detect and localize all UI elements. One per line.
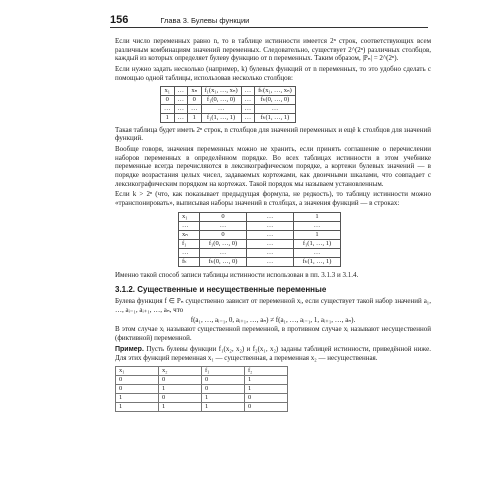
table-cell: x₂ (159, 367, 202, 376)
table-cell: fₖ(0, …, 0) (255, 95, 296, 104)
table-row (116, 385, 288, 394)
table-cell: fₖ(0, …, 0) (200, 257, 247, 266)
table-cell: … (241, 86, 255, 95)
table-cell: … (241, 113, 255, 122)
table-row (161, 104, 296, 113)
table-cell: 0 (188, 95, 202, 104)
table-cell: … (241, 104, 255, 113)
table-cell: fₖ (179, 257, 200, 266)
table-cell: … (247, 212, 294, 221)
paragraph-6: Именно такой способ записи таблицы истинности использован в пп. 3.1.3 и 3.1.4. (115, 270, 359, 279)
table-row (116, 394, 288, 403)
table-cell: … (255, 104, 296, 113)
example-label: Пример. (115, 345, 144, 353)
paragraph-4: Вообще говоря, значения переменных можно не хранить, если принять соглашение о перечислении наборов переменных в определённом порядке. Во всех таблицах истинности в этом учебнике переменные всегда перечисляются в лексикографическом порядке, а кортежи булевых значений — в порядке возрастания целых чисел, задаваемых кортежами, как двоичными шкалами, что совпадает с лексикографическим порядком на кортежах. Такой порядок мы называем установленным. (115, 144, 431, 188)
table-cell: 1 (161, 113, 175, 122)
table-cell: … (174, 86, 188, 95)
table-cell: xₙ (179, 230, 200, 239)
table-cell: fₖ(1, …, 1) (255, 113, 296, 122)
paragraph-3: Такая таблица будет иметь 2ⁿ строк, n столбцов для значений переменных и ещё k столбцов для значений функций. (115, 125, 431, 143)
table-cell: 1 (294, 212, 341, 221)
table-cell: f₁(1, …, 1) (201, 113, 241, 122)
table-cell: 1 (159, 403, 202, 412)
table-row (179, 248, 341, 257)
table-row (179, 212, 341, 221)
table-cell: … (174, 104, 188, 113)
table-row (116, 367, 288, 376)
table-cell: … (294, 248, 341, 257)
table-cell: 0 (202, 385, 245, 394)
table-cell: 0 (116, 385, 159, 394)
truth-table-transposed (178, 212, 341, 267)
table-row (179, 230, 341, 239)
table-cell: … (174, 95, 188, 104)
table-cell: … (179, 221, 200, 230)
table-cell: … (179, 248, 200, 257)
paragraph-2: Если нужно задать несколько (например, k) булевых функций от n переменных, то это удобно сделать с помощью одной таблицы, использовав несколько столбцов: (115, 65, 431, 82)
page-number: 156 (110, 14, 129, 26)
table-cell: … (247, 221, 294, 230)
table-cell: 1 (202, 394, 245, 403)
table-row (116, 403, 288, 412)
table-cell: 0 (202, 376, 245, 385)
table-cell: … (200, 221, 247, 230)
table-cell: … (247, 248, 294, 257)
table-cell: 1 (116, 394, 159, 403)
table-row (179, 257, 341, 266)
chapter-title: Глава 3. Булевы функции (160, 16, 250, 25)
table-row (161, 113, 296, 122)
table-cell: f₁(0, …, 0) (200, 239, 247, 248)
table-cell: 1 (245, 376, 288, 385)
table-cell: 1 (202, 403, 245, 412)
table-cell: f₁(1, …, 1) (294, 239, 341, 248)
table-cell: x₁ (116, 367, 159, 376)
paragraph-7: Булева функция f ∈ Pₙ существенно зависит от переменной xᵢ, если существует такой набор значений a₁, …, aᵢ₋₁, aᵢ₊₁, …, aₙ, что (115, 297, 431, 314)
table-cell: fₖ(x₁, …, xₙ) (255, 86, 296, 95)
table-cell: 0 (245, 403, 288, 412)
table-row (116, 376, 288, 385)
table-cell: … (247, 230, 294, 239)
table-row (179, 221, 341, 230)
table-cell: 1 (294, 230, 341, 239)
table-cell: 1 (116, 403, 159, 412)
table-cell: f₁(x₁, …, xₙ) (201, 86, 241, 95)
table-cell: … (161, 104, 175, 113)
page-header (110, 14, 428, 28)
formula: f(a₁, …, aᵢ₋₁, 0, aᵢ₊₁, …, aₙ) ≠ f(a₁, …, aᵢ₋₁, 1, aᵢ₊₁, …, aₙ). (190, 315, 356, 324)
table-cell: … (174, 113, 188, 122)
table-cell: f₂ (245, 367, 288, 376)
table-cell: f₁ (202, 367, 245, 376)
example-paragraph (115, 345, 431, 363)
table-cell: 0 (200, 230, 247, 239)
table-cell: … (247, 257, 294, 266)
paragraph-8: В этом случае xᵢ называют существенной переменной, в противном случае xᵢ называют несущественной (фиктивной) переменной. (115, 325, 431, 343)
table-cell: … (200, 248, 247, 257)
section-title: 3.1.2. Существенные и несущественные переменные (115, 284, 327, 294)
table-cell: 1 (159, 385, 202, 394)
truth-table-multi (160, 86, 296, 123)
table-cell: 0 (200, 212, 247, 221)
table-row (179, 239, 341, 248)
table-cell: 1 (245, 385, 288, 394)
table-cell: xₙ (188, 86, 202, 95)
paragraph-1: Если число переменных равно n, то в таблице истинности имеется 2ⁿ строк, соответствующих всем различным комбинациям значений переменных. Следовательно, существует 2^(2ⁿ) различных столбцов, каждый из которых определяет булеву функцию от n переменных. Таким образом, |Pₙ| = 2^(2ⁿ). (115, 37, 431, 63)
table-cell: 0 (116, 376, 159, 385)
page-body (115, 37, 431, 412)
table-cell: f₁ (179, 239, 200, 248)
table-cell: x₁ (179, 212, 200, 221)
table-row (161, 86, 296, 95)
table-cell: f₁(0, …, 0) (201, 95, 241, 104)
table-cell: … (188, 104, 202, 113)
paragraph-5: Если k > 2ⁿ (что, как показывает предыдущая формула, не редкость), то таблицу истинности можно «транспонировать», выписывая наборы значений в столбцах, а значения функций — в строках: (115, 190, 431, 208)
table-cell: … (294, 221, 341, 230)
table-cell: 0 (245, 394, 288, 403)
example-text: Пусть булевы функции f₁(x₂, x₂) и f₂(x₁, x₂) заданы таблицей истинности, приведённой ниже. Для этих функций переменная x₁ — существенная, а переменная x₂ — несущественная. (115, 344, 431, 363)
table-cell: 1 (188, 113, 202, 122)
table-cell: 0 (161, 95, 175, 104)
table-cell: fₖ(1, …, 1) (294, 257, 341, 266)
table-row (161, 95, 296, 104)
table-cell: 0 (159, 394, 202, 403)
example-truth-table (115, 366, 288, 412)
table-cell: 0 (159, 376, 202, 385)
table-cell: … (241, 95, 255, 104)
table-cell: x₁ (161, 86, 175, 95)
table-cell: … (247, 239, 294, 248)
table-cell: … (201, 104, 241, 113)
